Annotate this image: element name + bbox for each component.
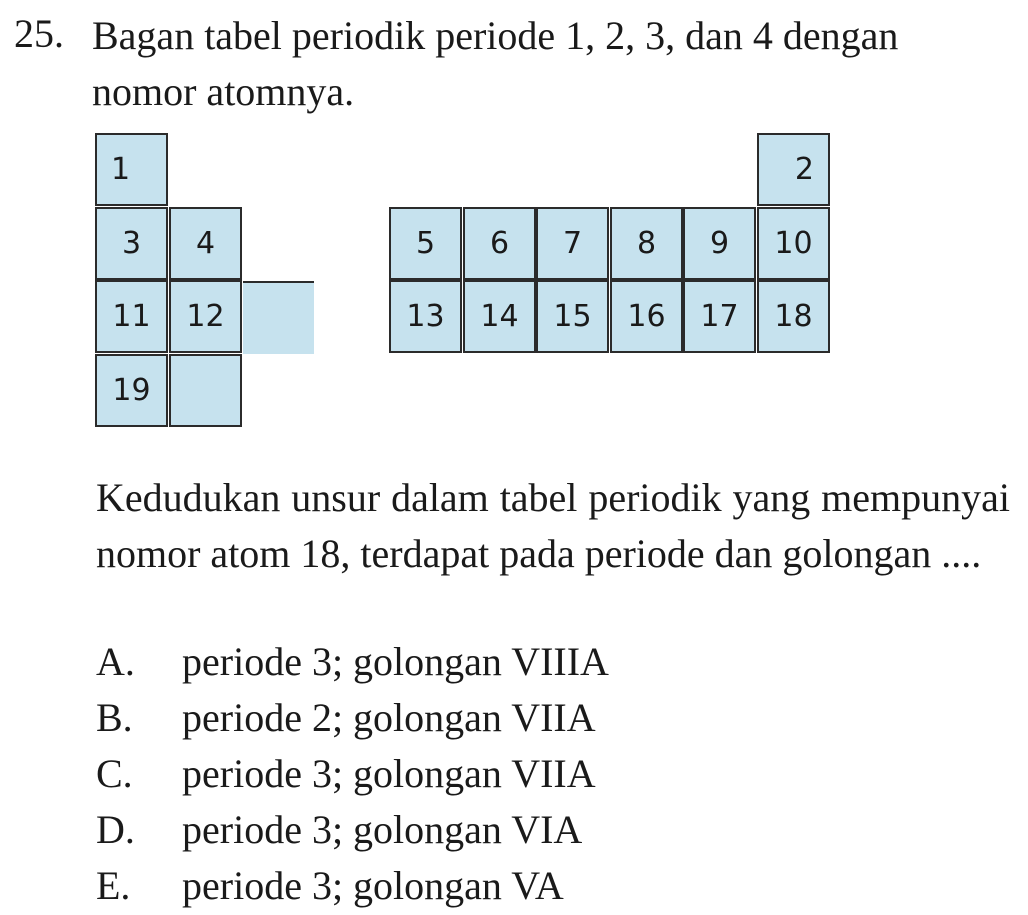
- transition-gap: [243, 281, 314, 354]
- element-cell-blank: [169, 354, 242, 427]
- element-cell-18: 18: [757, 280, 830, 353]
- element-cell-10: 10: [757, 207, 830, 280]
- option-letter: A.: [96, 639, 135, 684]
- option-text: periode 3; golongan VIIIA: [182, 639, 609, 684]
- element-cell-11: 11: [95, 280, 168, 353]
- option-d[interactable]: [96, 802, 609, 858]
- option-text: periode 3; golongan VIA: [182, 807, 583, 852]
- element-cell-8: 8: [610, 207, 683, 280]
- option-letter: E.: [96, 863, 131, 908]
- element-cell-6: 6: [463, 207, 536, 280]
- option-text: periode 3; golongan VIIA: [182, 751, 596, 796]
- answer-options: [96, 634, 609, 914]
- option-text: periode 2; golongan VIIA: [182, 695, 596, 740]
- element-cell-17: 17: [683, 280, 756, 353]
- option-a[interactable]: [96, 634, 609, 690]
- element-cell-12: 12: [169, 280, 242, 353]
- question-title: Bagan tabel periodik periode 1, 2, 3, dan 4 dengan nomor atomnya.: [92, 13, 899, 114]
- element-cell-13: 13: [389, 280, 462, 353]
- element-cell-4: 4: [169, 207, 242, 280]
- element-cell-3: 3: [95, 207, 168, 280]
- element-cell-19: 19: [95, 354, 168, 427]
- option-letter: D.: [96, 807, 135, 852]
- option-b[interactable]: [96, 690, 609, 746]
- option-text: periode 3; golongan VA: [182, 863, 564, 908]
- element-cell-15: 15: [536, 280, 609, 353]
- element-cell-5: 5: [389, 207, 462, 280]
- question-text: Kedudukan unsur dalam tabel periodik yang mempunyai nomor atom 18, terdapat pada periode dan golongan ....: [96, 475, 1010, 576]
- option-letter: C.: [96, 751, 133, 796]
- option-e[interactable]: [96, 858, 609, 914]
- element-cell-16: 16: [610, 280, 683, 353]
- element-cell-1: 1: [95, 133, 168, 206]
- element-cell-2: 2: [757, 133, 830, 206]
- element-cell-9: 9: [683, 207, 756, 280]
- option-letter: B.: [96, 695, 133, 740]
- question-number: 25.: [14, 11, 64, 56]
- option-c[interactable]: [96, 746, 609, 802]
- element-cell-7: 7: [536, 207, 609, 280]
- element-cell-14: 14: [463, 280, 536, 353]
